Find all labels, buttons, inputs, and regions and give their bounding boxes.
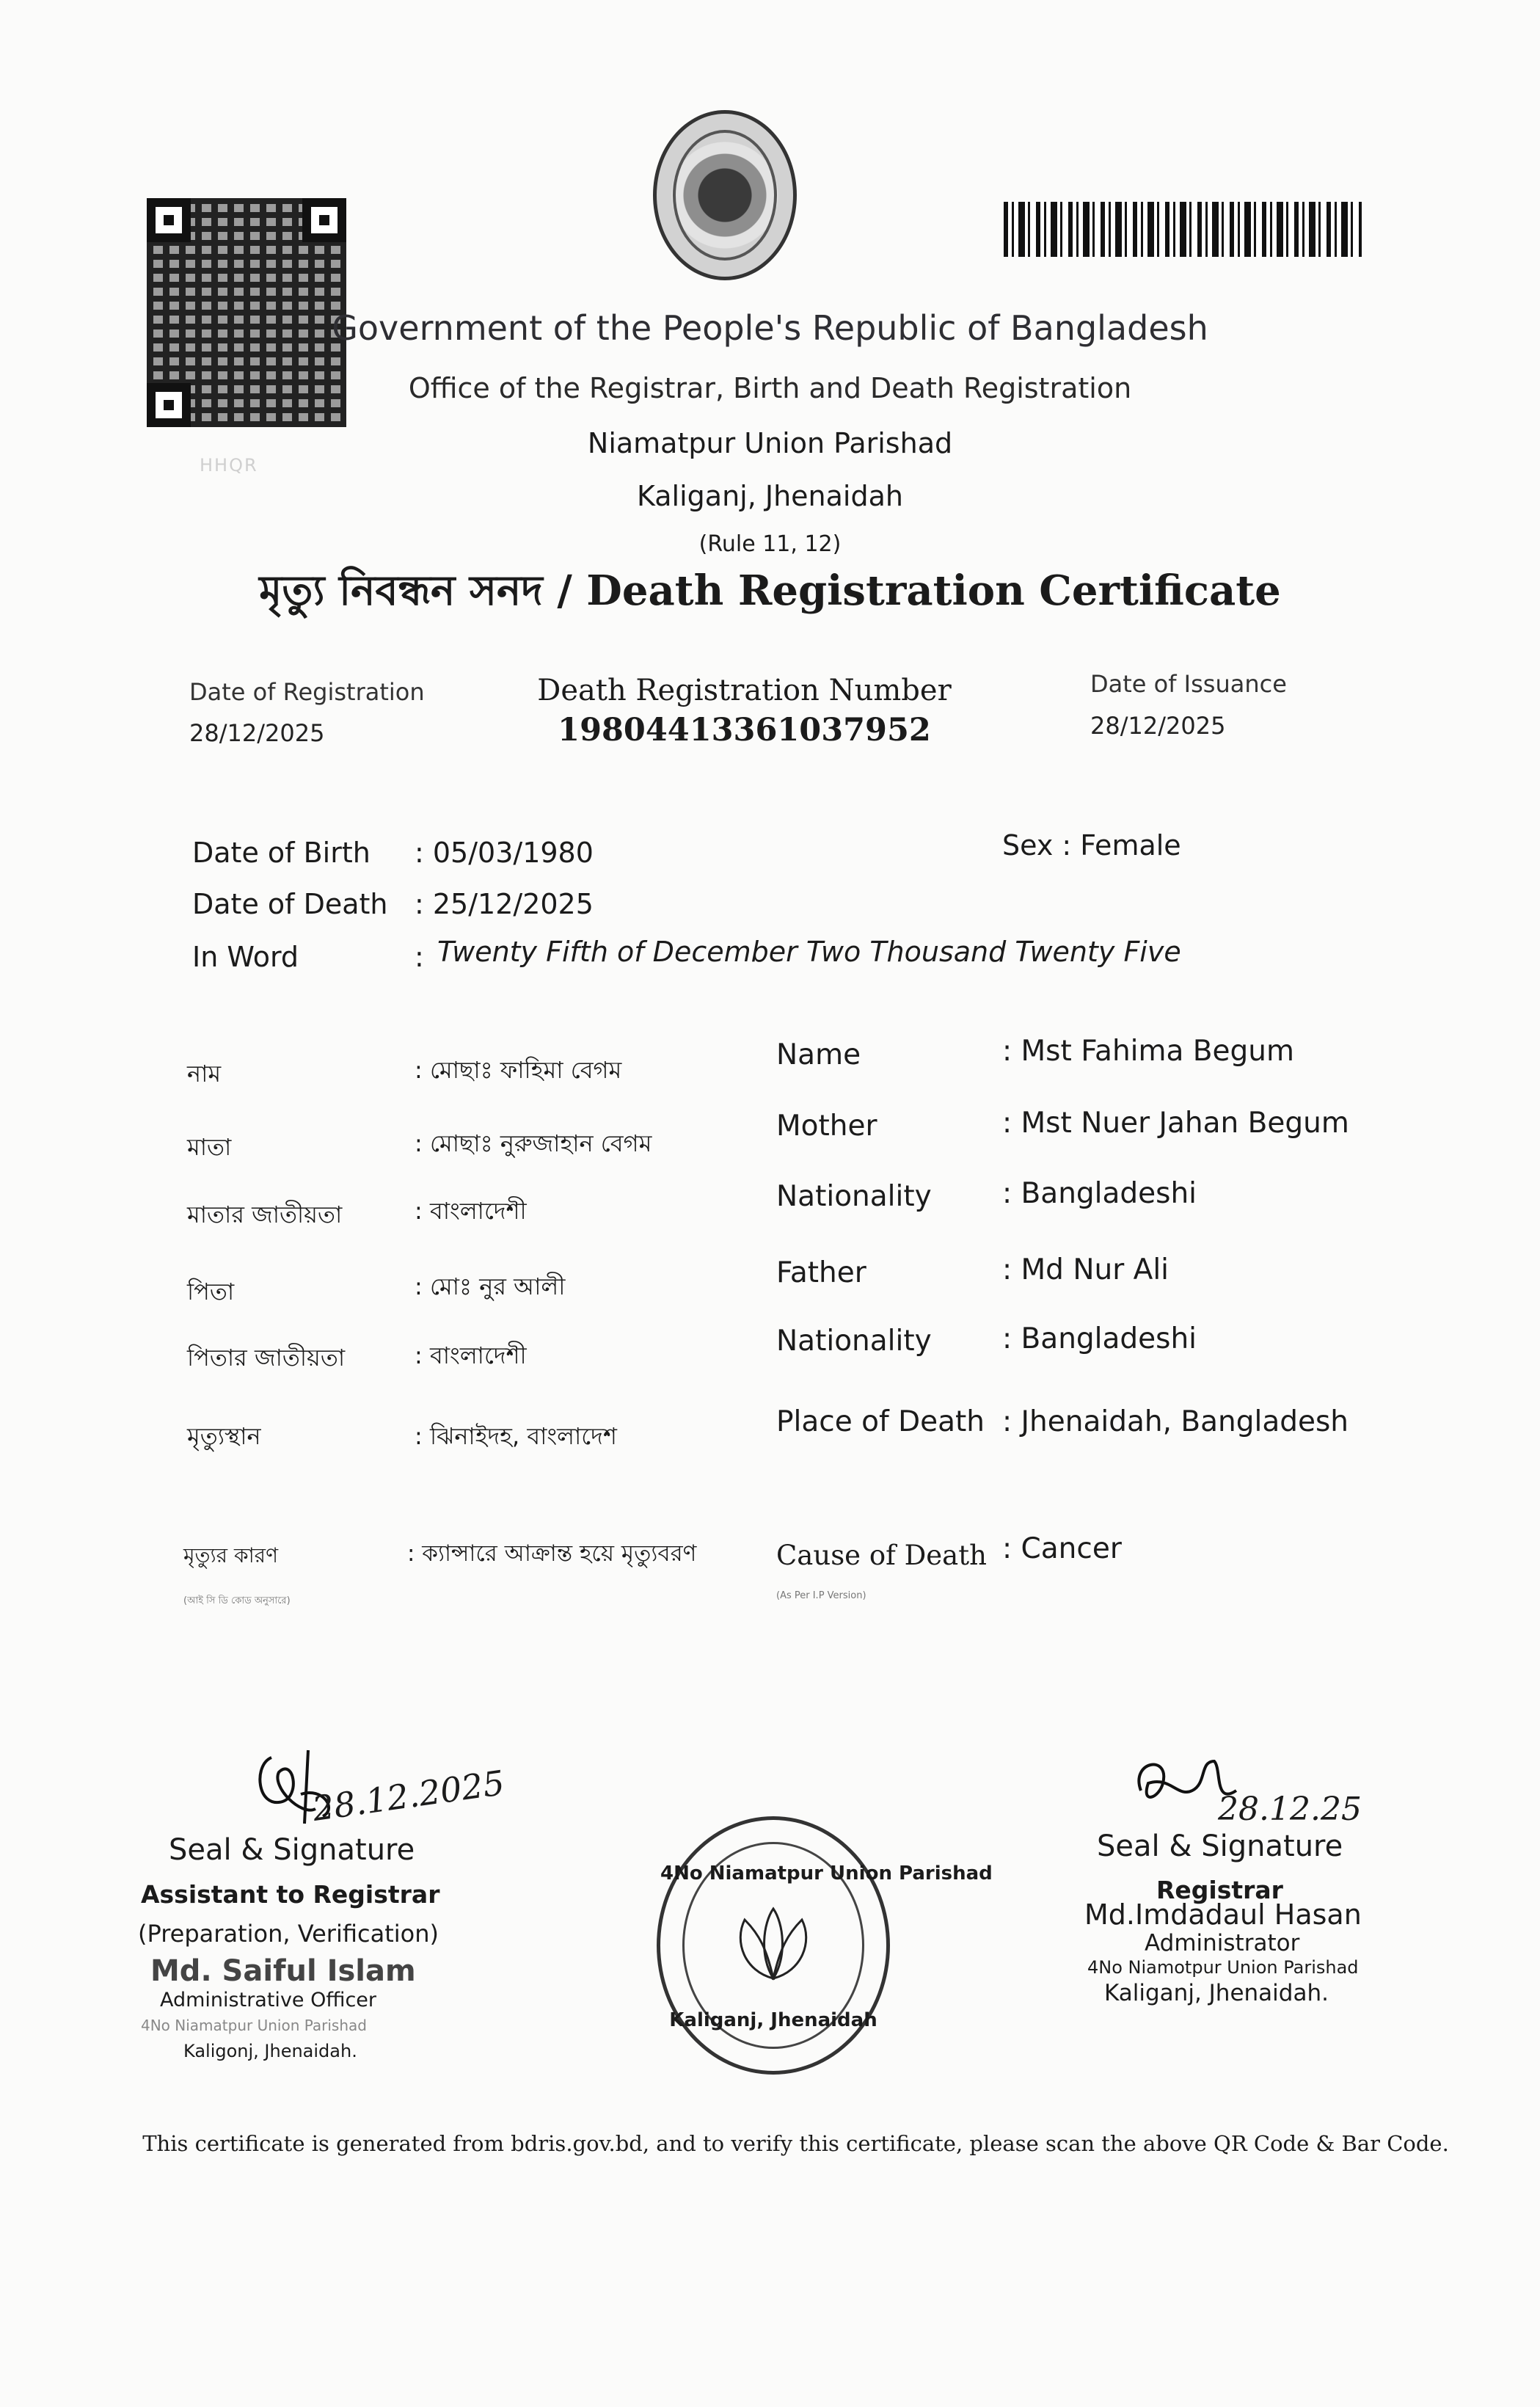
date-of-birth-value: : 05/03/1980	[415, 837, 594, 869]
registrar-handwritten-date: 28.12.25	[1218, 1791, 1362, 1828]
place-of-death-value-bn: : ঝিনাইদহ, বাংলাদেশ	[415, 1422, 617, 1450]
name-label-bn: নাম	[187, 1060, 222, 1088]
barcode	[1004, 202, 1362, 257]
cause-note-en: (As Per I.P Version)	[776, 1590, 866, 1601]
registrar-name: Md.Imdadaul Hasan	[1084, 1898, 1362, 1931]
verification-footer: This certificate is generated from bdris.gov.bd, and to verify this certificate, please scan the above QR Code & Bar Code.	[142, 2131, 1449, 2156]
mother-nationality-label: Nationality	[776, 1180, 932, 1213]
in-word-colon: :	[415, 941, 424, 973]
name-label: Name	[776, 1038, 861, 1071]
father-nationality-value: : Bangladeshi	[1002, 1322, 1197, 1355]
rule-reference: (Rule 11, 12)	[698, 531, 842, 557]
assistant-handwritten-date: 28.12.2025	[310, 1762, 507, 1829]
date-of-birth-label: Date of Birth	[192, 837, 371, 869]
cause-of-death-value-bn: : ক্যান্সারে আক্রান্ত হয়ে মৃত্যুবরণ	[407, 1540, 697, 1567]
qr-finder	[302, 198, 346, 242]
mother-value-bn: : মোছাঃ নুরুজাহান বেগম	[415, 1129, 652, 1157]
in-word-value: Twenty Fifth of December Two Thousand Twenty Five	[437, 936, 1181, 968]
date-of-registration-value: 28/12/2025	[189, 719, 325, 747]
place-of-death-label-bn: মৃত্যুস্থান	[187, 1422, 261, 1450]
cause-of-death-value: : Cancer	[1002, 1532, 1122, 1565]
cause-of-death-label: Cause of Death	[776, 1540, 987, 1571]
cause-note-bn: (আই সি ডি কোড অনুসারে)	[183, 1595, 291, 1606]
date-of-death-value: : 25/12/2025	[415, 888, 594, 920]
father-nationality-label: Nationality	[776, 1325, 932, 1358]
office-title: Office of the Registrar, Birth and Death Registration	[408, 372, 1132, 404]
assistant-office: 4No Niamatpur Union Parishad	[141, 2017, 367, 2034]
union-parishad-seal	[657, 1816, 993, 2075]
district-name: Kaliganj, Jhenaidah	[637, 480, 903, 512]
mother-label: Mother	[776, 1110, 877, 1143]
union-name: Niamatpur Union Parishad	[587, 427, 953, 459]
qr-finder	[147, 198, 191, 242]
assistant-designation: Administrative Officer	[160, 1989, 377, 2011]
seal-emblem	[730, 1905, 817, 1986]
qr-caption: HHQR	[200, 455, 258, 476]
government-emblem	[653, 110, 797, 280]
date-of-registration-label: Date of Registration	[189, 678, 425, 706]
assistant-name: Md. Saiful Islam	[150, 1954, 416, 1988]
father-label-bn: পিতা	[187, 1278, 235, 1306]
registrar-seal-label: Seal & Signature	[1097, 1829, 1343, 1863]
registrar-designation: Administrator	[1145, 1930, 1300, 1956]
mother-nationality-value-bn: : বাংলাদেশী	[415, 1197, 527, 1225]
registration-number-label: Death Registration Number	[537, 674, 952, 707]
mother-label-bn: মাতা	[187, 1133, 232, 1161]
assistant-role-note: (Preparation, Verification)	[138, 1920, 439, 1948]
sex-value: Sex : Female	[1002, 829, 1181, 862]
mother-nationality-value: : Bangladeshi	[1002, 1177, 1197, 1210]
date-of-issuance-label: Date of Issuance	[1090, 670, 1287, 698]
registrar-office: 4No Niamotpur Union Parishad	[1087, 1957, 1359, 1978]
assistant-role: Assistant to Registrar	[141, 1880, 440, 1909]
seal-top-text: 4No Niamatpur Union Parishad	[660, 1862, 993, 1885]
assistant-seal-label: Seal & Signature	[169, 1833, 415, 1867]
father-nationality-value-bn: : বাংলাদেশী	[415, 1341, 527, 1369]
government-title: Government of the People's Republic of Bangladesh	[332, 308, 1208, 348]
place-of-death-value: : Jhenaidah, Bangladesh	[1002, 1405, 1349, 1438]
father-label: Father	[776, 1256, 866, 1289]
father-nationality-label-bn: পিতার জাতীয়তা	[187, 1344, 346, 1372]
registration-number: 19804413361037952	[558, 712, 931, 749]
date-of-death-label: Date of Death	[192, 888, 388, 920]
in-word-label: In Word	[192, 941, 299, 973]
mother-value: : Mst Nuer Jahan Begum	[1002, 1107, 1349, 1140]
assistant-place: Kaligonj, Jhenaidah.	[183, 2041, 357, 2061]
registrar-place: Kaliganj, Jhenaidah.	[1104, 1980, 1329, 2006]
place-of-death-label: Place of Death	[776, 1405, 985, 1438]
certificate-title: মৃত্যু নিবন্ধন সনদ / Death Registration Certificate	[259, 567, 1281, 615]
father-value: : Md Nur Ali	[1002, 1253, 1169, 1286]
cause-of-death-label-bn: মৃত্যুর কারণ	[183, 1543, 279, 1567]
mother-nationality-label-bn: মাতার জাতীয়তা	[187, 1201, 343, 1228]
name-value: : Mst Fahima Begum	[1002, 1035, 1294, 1068]
name-value-bn: : মোছাঃ ফাহিমা বেগম	[415, 1056, 622, 1084]
date-of-issuance-value: 28/12/2025	[1090, 712, 1226, 740]
seal-bottom-text: Kaliganj, Jhenaidah	[669, 2009, 877, 2031]
registrar-role: Registrar	[1156, 1876, 1283, 1904]
father-value-bn: : মোঃ নুর আলী	[415, 1272, 566, 1300]
